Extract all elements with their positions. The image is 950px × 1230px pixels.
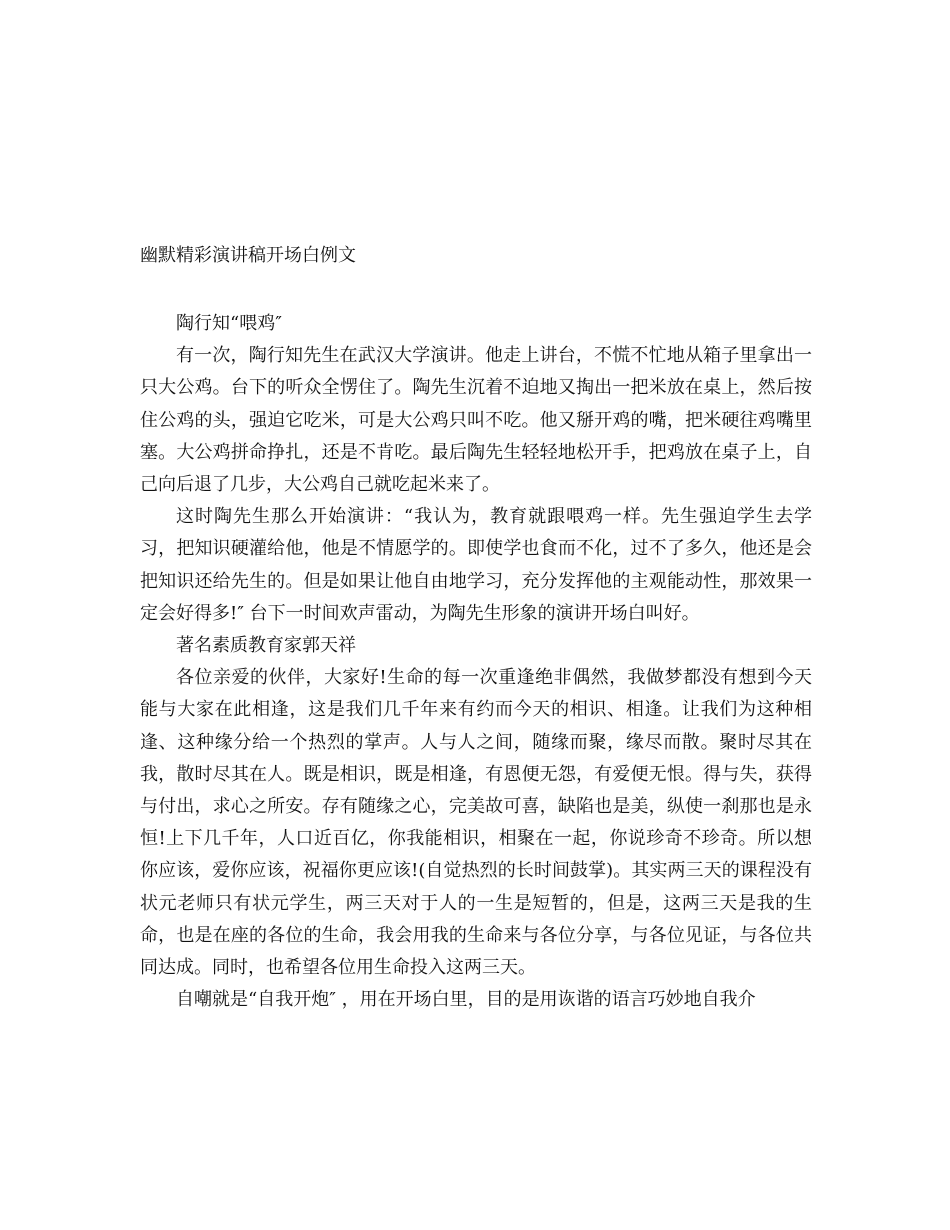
paragraph: 这时陶先生那么开始演讲：“我认为，教育就跟喂鸡一样。先生强迫学生去学习，把知识硬灌给他，他是不情愿学的。即使学也食而不化，过不了多久，他还是会把知识还给先生的。但是如果让他自由地学习，充分发挥他的主观能动性，那效果一定会好得多!″ 台下一时间欢声雷动，为陶先生形象的演讲开场白叫好。 bbox=[140, 506, 812, 624]
paragraph: 自嘲就是“自我开炮″ ，用在开场白里，目的是用诙谐的语言巧妙地自我介 bbox=[176, 989, 756, 1011]
heading-tao-xingzhi: 陶行知“喂鸡″ bbox=[176, 313, 282, 334]
document-body bbox=[140, 308, 812, 1016]
paragraph: 有一次，陶行知先生在武汉大学演讲。他走上讲台，不慌不忙地从箱子里拿出一只大公鸡。台下的听众全愣住了。陶先生沉着不迫地又掏出一把米放在桌上，然后按住公鸡的头，强迫它吃米，可是大公鸡只叫不吃。他又掰开鸡的嘴，把米硬往鸡嘴里塞。大公鸡拼命挣扎，还是不肯吃。最后陶先生轻轻地松开手，把鸡放在桌子上，自己向后退了几步，大公鸡自己就吃起米来了。 bbox=[140, 345, 812, 496]
paragraph: 各位亲爱的伙伴，大家好!生命的每一次重逢绝非偶然，我做梦都没有想到今天能与大家在此相逢，这是我们几千年来有约而今天的相识、相逢。让我们为这种相逢、这种缘分给一个热烈的掌声。人与人之间，随缘而聚，缘尽而散。聚时尽其在我，散时尽其在人。既是相识，既是相逢，有恩便无怨，有爱便无恨。得与失，获得与付出，求心之所安。存有随缘之心，完美故可喜，缺陷也是美，纵使一刹那也是永恒!上下几千年，人口近百亿，你我能相识，相聚在一起，你说珍奇不珍奇。所以想你应该，爱你应该，祝福你更应该!(自觉热烈的长时间鼓掌)。其实两三天的课程没有状元老师只有状元学生，两三天对于人的一生是短暂的，但是，这两三天是我的生命，也是在座的各位的生命，我会用我的生命来与各位分享，与各位见证，与各位共同达成。同时，也希望各位用生命投入这两三天。 bbox=[140, 667, 812, 979]
heading-guo-tianxiang: 著名素质教育家郭天祥 bbox=[176, 635, 356, 657]
document-title: 幽默精彩演讲稿开场白例文 bbox=[140, 245, 356, 266]
